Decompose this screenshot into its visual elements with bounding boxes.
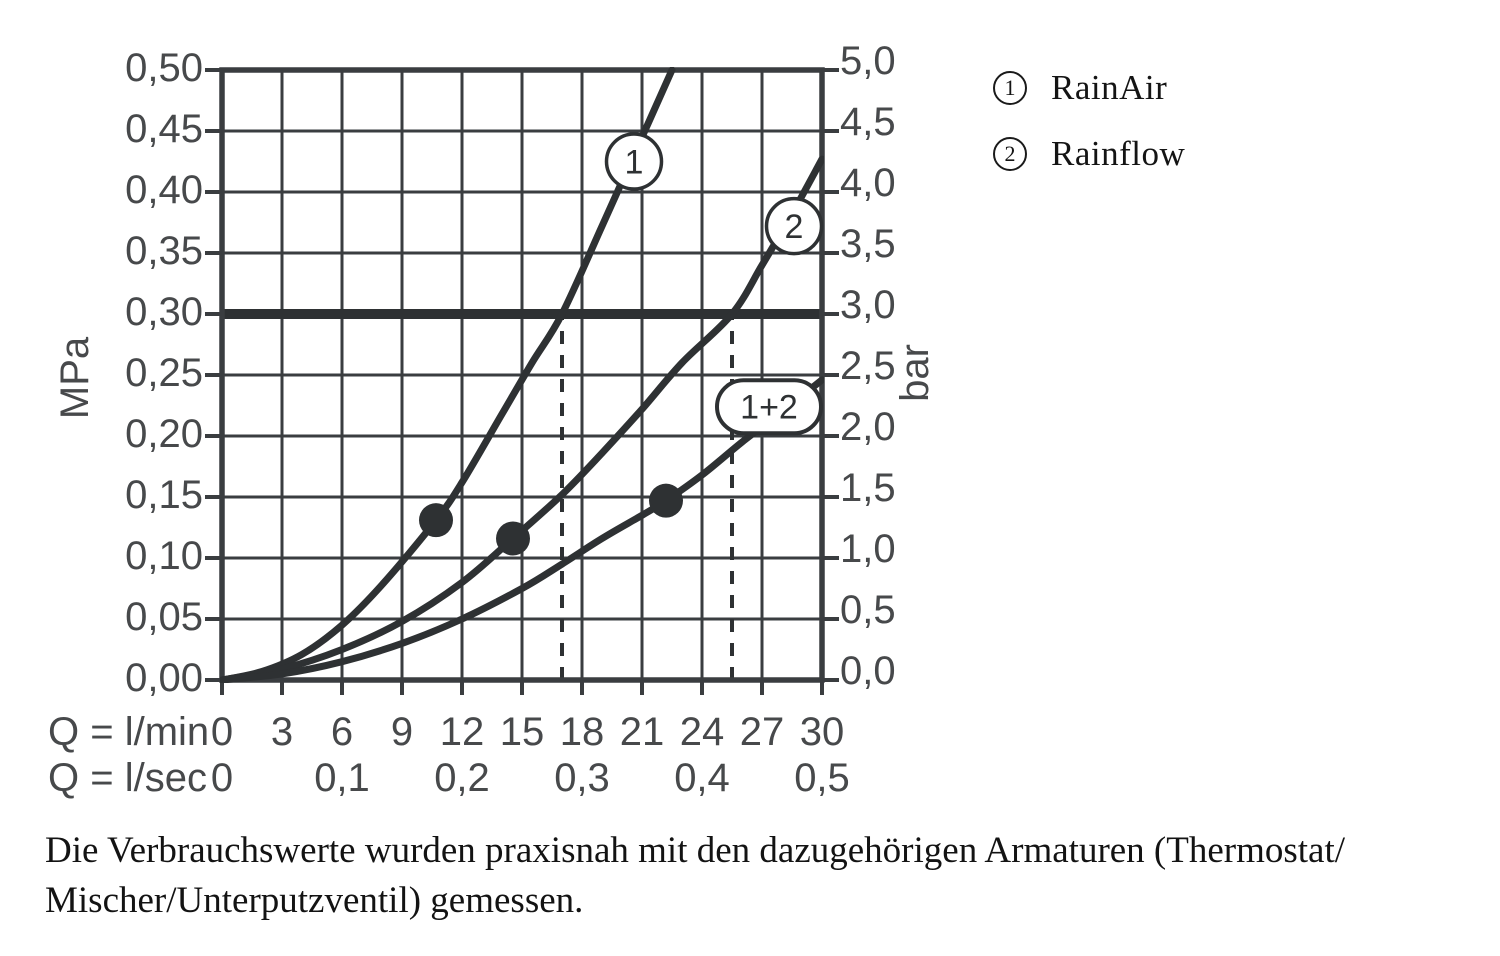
x-tick-label-lsec: 0,2 xyxy=(434,756,490,800)
circled-1-icon xyxy=(993,71,1027,105)
curve-label-text: 1 xyxy=(624,143,644,182)
x-tick-label-lmin: 3 xyxy=(270,710,294,754)
marker-dot-2 xyxy=(496,521,530,555)
x-tick-label-lmin: 9 xyxy=(390,710,414,754)
x-tick-label-lsec: 0,1 xyxy=(314,756,370,800)
left-tick-label: 0,10 xyxy=(125,534,203,578)
right-tick-label: 0,0 xyxy=(840,649,896,693)
left-tick-label: 0,15 xyxy=(125,473,203,517)
right-tick-label: 4,0 xyxy=(840,161,896,205)
legend-label-rainair: RainAir xyxy=(1051,68,1168,107)
right-tick-label: 0,5 xyxy=(840,588,896,632)
x-tick-label-lmin: 27 xyxy=(739,710,785,754)
legend-label-rainflow: Rainflow xyxy=(1051,134,1186,173)
legend-symbol: 2 xyxy=(1004,141,1016,166)
legend-item-rainair xyxy=(993,68,1185,108)
x-tick-label-lsec: 0,4 xyxy=(674,756,730,800)
right-tick-label: 4,5 xyxy=(840,100,896,144)
legend-symbol: 1 xyxy=(1004,75,1016,100)
x-tick-label-lmin: 30 xyxy=(799,710,845,754)
left-tick-label: 0,20 xyxy=(125,412,203,456)
right-tick-label: 3,0 xyxy=(840,283,896,327)
curve-label-1 xyxy=(607,134,662,189)
x-tick-label-lmin: 6 xyxy=(330,710,354,754)
right-tick-label: 1,0 xyxy=(840,527,896,571)
left-tick-label: 0,50 xyxy=(125,46,203,90)
x-tick-label-lsec: 0,5 xyxy=(794,756,850,800)
caption-line-2: Mischer/Unterputzventil) gemessen. xyxy=(45,880,584,921)
right-tick-label: 1,5 xyxy=(840,466,896,510)
x-tick-label-lsec: 0 xyxy=(210,756,234,800)
right-tick-label: 3,5 xyxy=(840,222,896,266)
y-axis-label-mpa: MPa xyxy=(53,336,97,420)
x-tick-label-lmin: 21 xyxy=(619,710,665,754)
x-tick-label-lmin: 15 xyxy=(499,710,545,754)
curve-label-text: 2 xyxy=(784,208,804,247)
left-tick-label: 0,25 xyxy=(125,351,203,395)
chart-legend xyxy=(993,68,1185,200)
left-tick-label: 0,00 xyxy=(125,656,203,700)
x-tick-label-lmin: 0 xyxy=(210,710,234,754)
x-tick-label-lmin: 18 xyxy=(559,710,605,754)
caption-line-1: Die Verbrauchswerte wurden praxisnah mit den dazugehörigen Armaturen (Thermostat/ xyxy=(45,830,1346,871)
x-tick-label-lsec: 0,3 xyxy=(554,756,610,800)
y-axis-label-bar: bar xyxy=(893,344,937,402)
curve-label-text: 1+2 xyxy=(740,388,798,427)
left-tick-label: 0,45 xyxy=(125,107,203,151)
right-tick-label: 2,5 xyxy=(840,344,896,388)
x-tick-label-lmin: 24 xyxy=(679,710,725,754)
curve-label-2 xyxy=(767,199,822,254)
left-tick-label: 0,40 xyxy=(125,168,203,212)
left-tick-label: 0,05 xyxy=(125,595,203,639)
x-tick-label-lmin: 12 xyxy=(439,710,485,754)
x-axis-label-lsec: Q = l/sec xyxy=(48,756,207,800)
right-tick-label: 2,0 xyxy=(840,405,896,449)
curve-label-1+2 xyxy=(717,380,821,433)
left-tick-label: 0,30 xyxy=(125,290,203,334)
legend-item-rainflow xyxy=(993,134,1185,174)
circled-2-icon xyxy=(993,137,1027,171)
marker-dot-1 xyxy=(419,503,453,537)
marker-dot-1+2 xyxy=(649,484,683,518)
right-tick-label: 5,0 xyxy=(840,39,896,83)
measurement-note xyxy=(45,826,1475,926)
left-tick-label: 0,35 xyxy=(125,229,203,273)
x-axis-label-lmin: Q = l/min xyxy=(48,710,210,754)
